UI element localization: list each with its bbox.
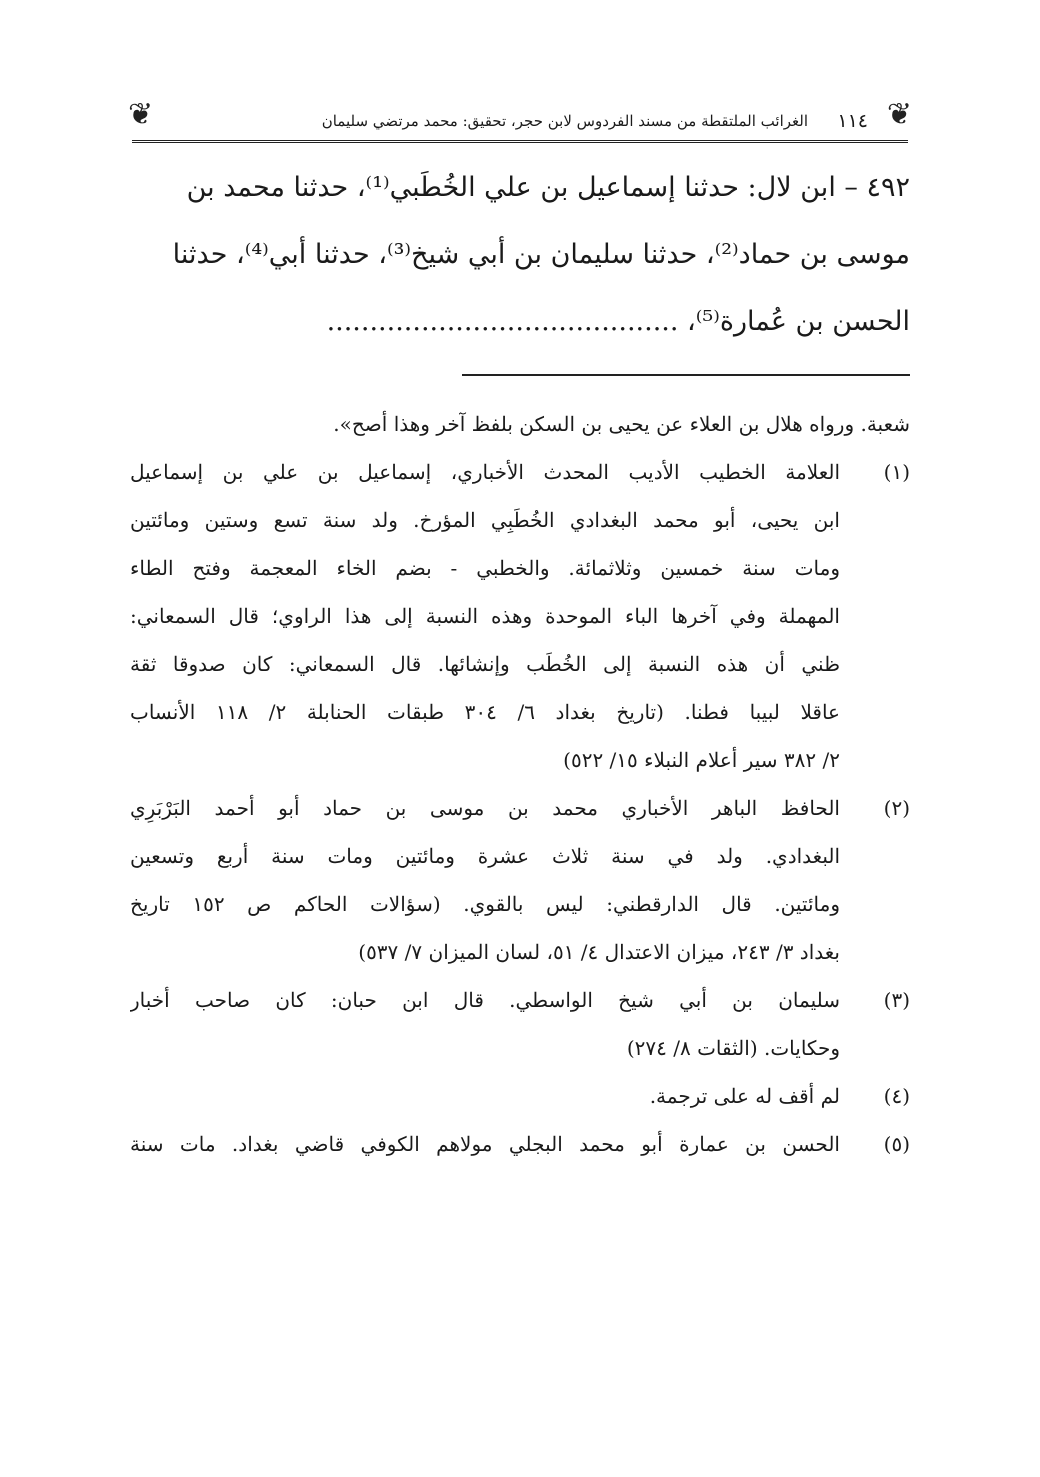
footnote-3	[130, 976, 910, 1072]
footnote-2	[130, 784, 910, 976]
main-line: ٤٩٢ – ابن لال: حدثنا إسماعيل بن علي الخُطَبي⁽¹⁾، حدثنا محمد بن	[186, 172, 910, 203]
footnote-line: الحسن بن عمارة أبو محمد البجلي مولاهم الكوفي قاضي بغداد. مات سنة	[130, 1132, 840, 1156]
footnote-line: لم أقف له على ترجمة.	[649, 1084, 840, 1108]
footnote-line: ومائتين. قال الدارقطني: ليس بالقوي. (سؤالات الحاكم ص ١٥٢ تاريخ	[130, 892, 840, 916]
running-title: الغرائب الملتقطة من مسند الفردوس لابن حجر، تحقيق: محمد مرتضي سليمان	[321, 112, 808, 130]
footnote-number: (٥)	[883, 1132, 910, 1156]
footnote-4	[130, 1072, 910, 1120]
page-header	[128, 96, 912, 143]
footnote-line: ٢/ ٣٨٢ سير أعلام النبلاء ١٥/ ٥٢٢)	[563, 748, 840, 772]
footnote-number: (٣)	[883, 988, 910, 1012]
footnote-line: بغداد ٣/ ٢٤٣، ميزان الاعتدال ٤/ ٥١، لسان الميزان ٧/ ٥٣٧)	[358, 940, 840, 964]
main-line: موسى بن حماد⁽²⁾، حدثنا سليمان بن أبي شيخ⁽³⁾، حدثنا أبي⁽⁴⁾، حدثنا	[172, 239, 910, 270]
footnote-5	[130, 1120, 910, 1168]
footnote-line: ابن يحيى، أبو محمد البغدادي الخُطَبِي المؤرخ. ولد سنة تسع وستين ومائتين	[130, 508, 840, 532]
page-number: ١١٤	[837, 110, 868, 132]
footnote-line: البغدادي. ولد في سنة ثلاث عشرة ومائتين ومات سنة أربع وتسعين	[130, 844, 840, 868]
footnote-1	[130, 448, 910, 784]
footnote-line: ومات سنة خمسين وثلاثمائة. والخطبي - بضم الخاء المعجمة وفتح الطاء	[130, 556, 840, 580]
footnote-continuation: شعبة. ورواه هلال بن العلاء عن يحيى بن السكن بلفظ آخر وهذا أصح».	[333, 412, 910, 436]
footnote-line: المهملة وفي آخرها الباء الموحدة وهذه النسبة إلى هذا الراوي؛ قال السمعاني:	[130, 604, 840, 628]
main-text	[130, 160, 910, 361]
footnote-line: الحافظ الباهر الأخباري محمد بن موسى بن حماد أبو أحمد البَرْبَرِي	[130, 796, 840, 820]
footnotes	[130, 400, 910, 1168]
footnote-line: ظني أن هذه النسبة إلى الخُطَب وإنشائها. قال السمعاني: كان صدوقا ثقة	[130, 652, 840, 676]
footnote-number: (٢)	[883, 796, 910, 820]
ornament-right-icon: ❦	[886, 97, 912, 132]
footnote-number: (١)	[883, 460, 910, 484]
main-line: الحسن بن عُمارة⁽⁵⁾، .........................................	[326, 306, 910, 337]
footnote-separator	[462, 374, 910, 376]
footnote-line: العلامة الخطيب الأديب المحدث الأخباري، إسماعيل بن علي بن إسماعيل	[130, 460, 840, 484]
footnote-line: عاقلا لبيبا فطنا. (تاريخ بغداد ٦/ ٣٠٤ طبقات الحنابلة ٢/ ١١٨ الأنساب	[130, 700, 840, 724]
footnote-line: سليمان بن أبي شيخ الواسطي. قال ابن حبان: كان صاحب أخبار	[130, 988, 840, 1012]
footnote-number: (٤)	[883, 1084, 910, 1108]
ornament-left-icon: ❦	[128, 97, 154, 132]
footnote-line: وحكايات. (الثقات ٨/ ٢٧٤)	[626, 1036, 840, 1060]
